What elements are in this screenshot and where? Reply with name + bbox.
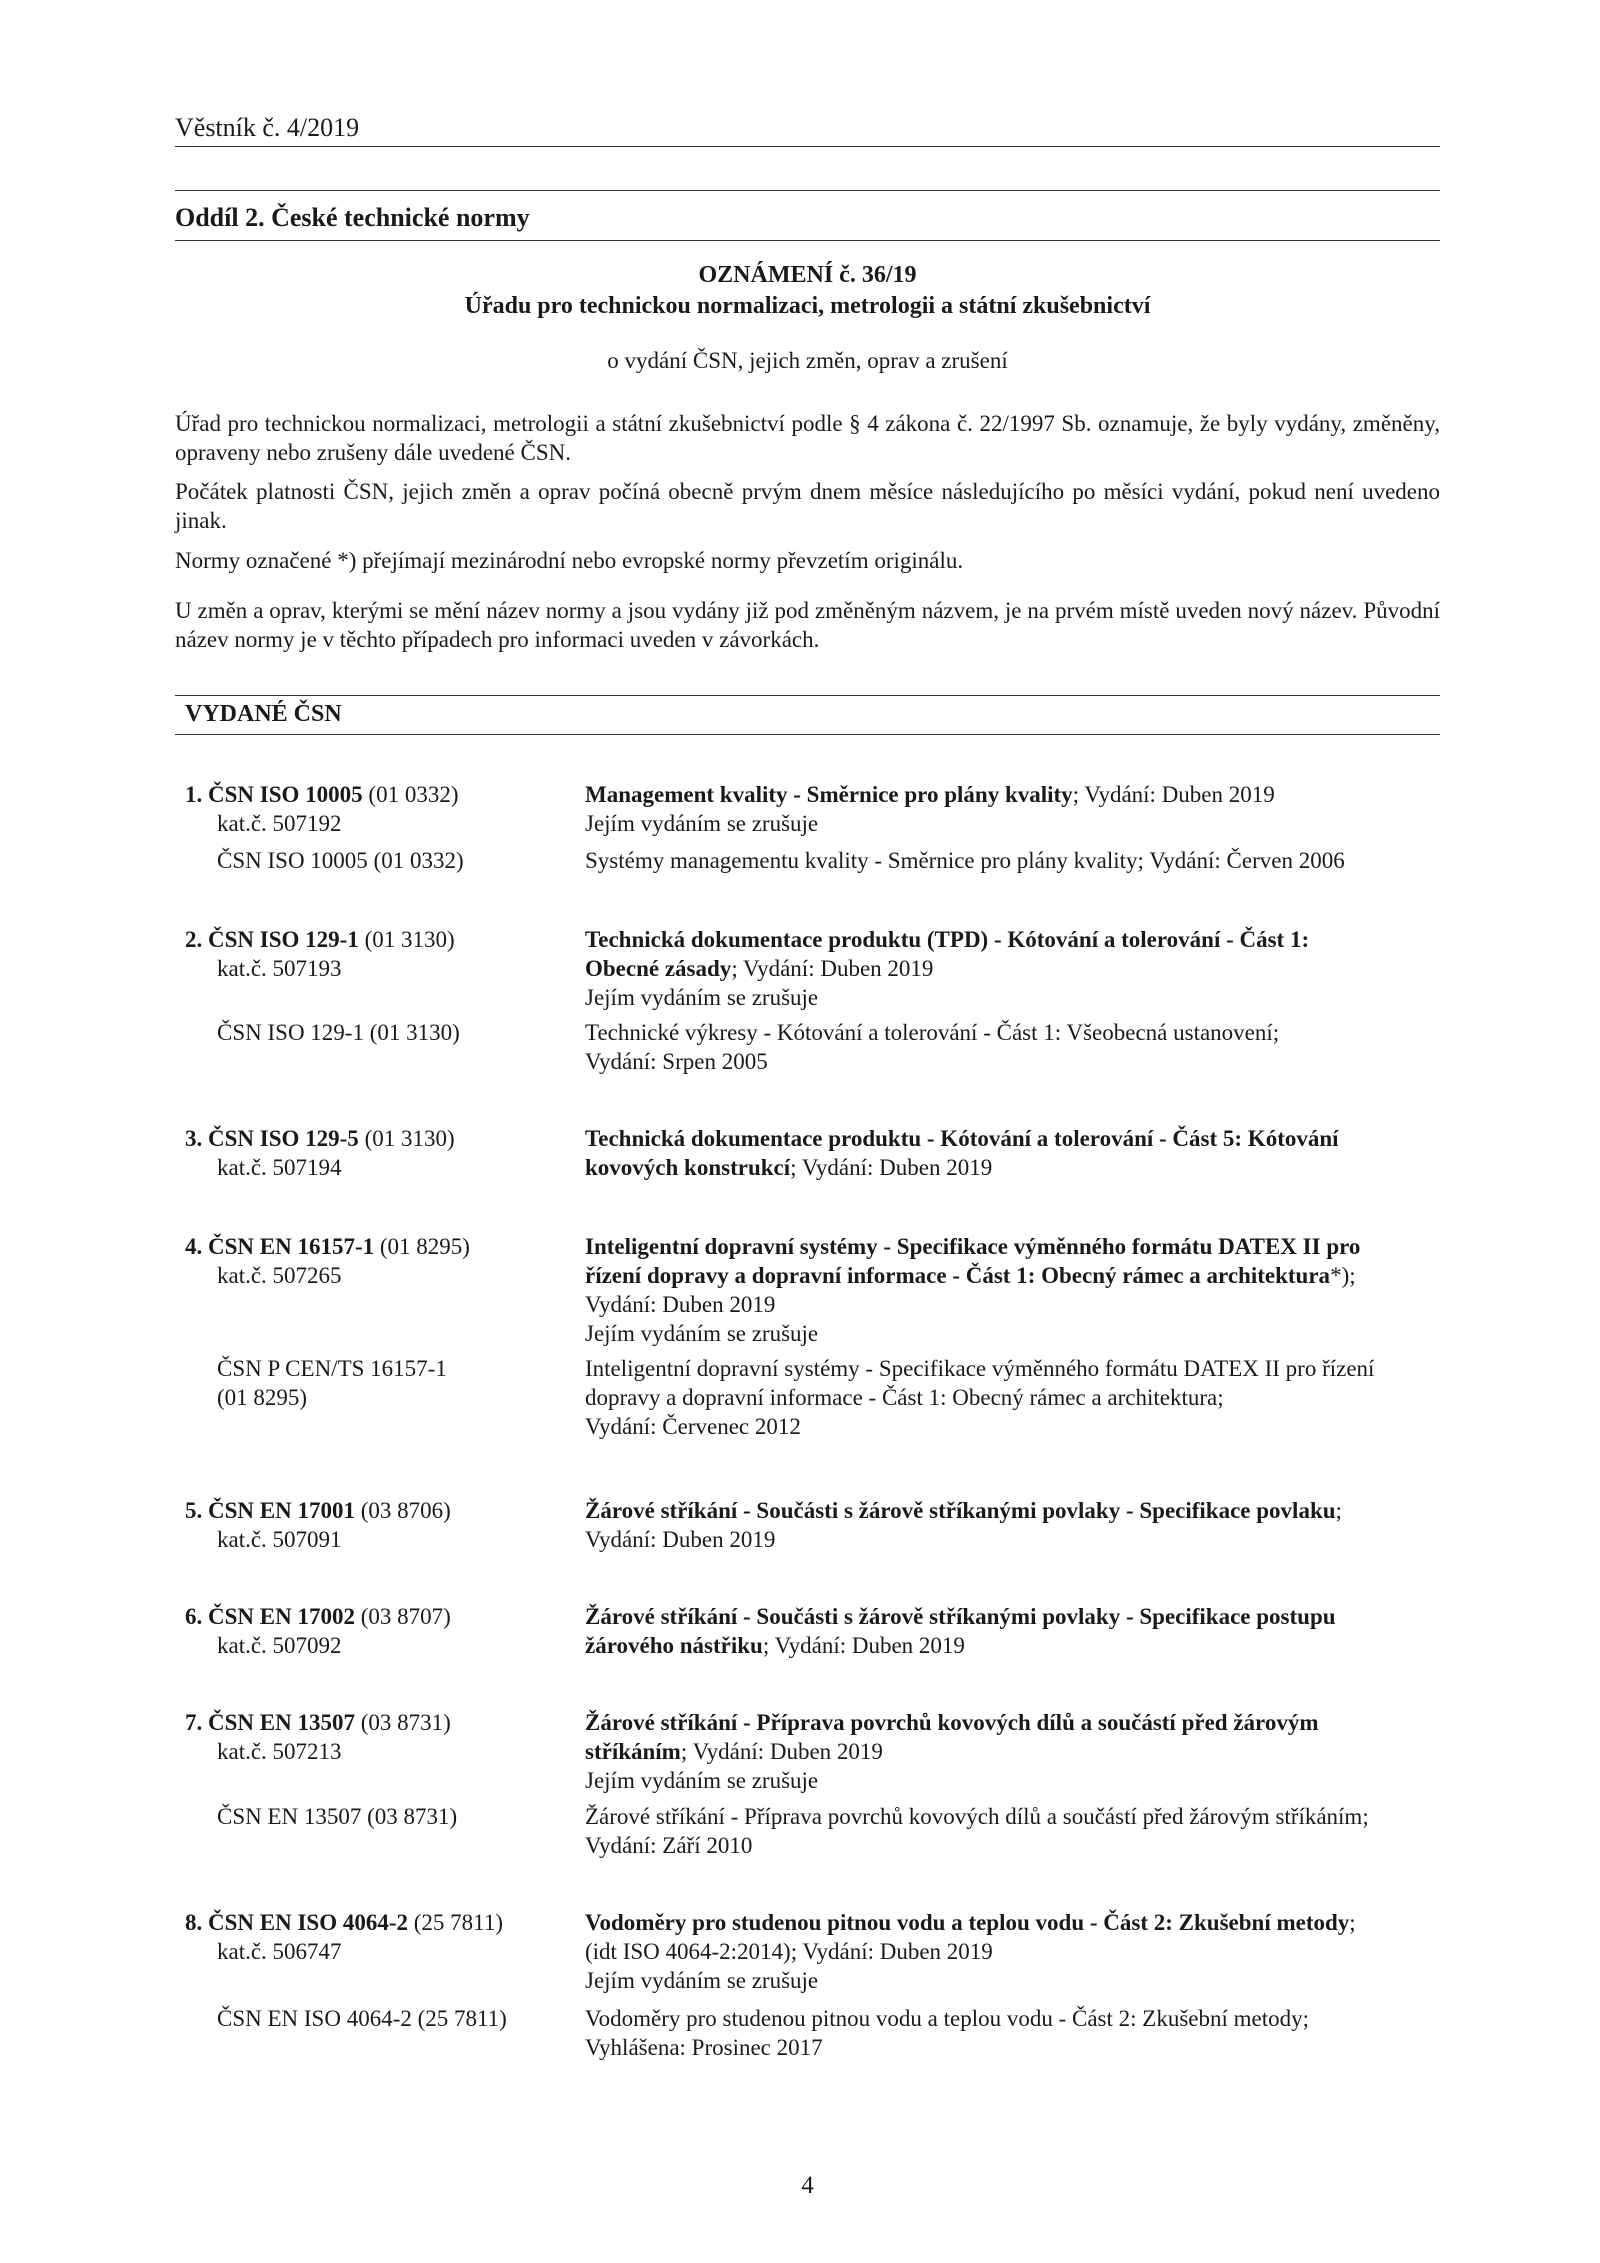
entry-class: (01 8295) [379,1234,470,1259]
entry-identifier [185,780,565,838]
replaced-description [585,1354,1440,1441]
entry-description [585,1124,1440,1182]
entry-code: ČSN ISO 129-5 [208,1126,359,1151]
entry-cancel-note: Jejím vydáním se zrušuje [585,811,819,836]
entry-cancel-note: Jejím vydáním se zrušuje [585,1768,819,1793]
header-rule [175,146,1440,147]
replaced-code-line: ČSN P CEN/TS 16157-1 [217,1356,447,1381]
replaced-line: Inteligentní dopravní systémy - Specifikace výměnného formátu DATEX II pro řízení [585,1356,1375,1381]
entry-identifier [185,1908,565,1966]
intro-paragraph-1: Úřad pro technickou normalizaci, metrologii a státní zkušebnictví podle § 4 zákona č. 22/1997 Sb. oznamuje, že byly vydány, změněny, opraveny nebo zrušeny dále uvedené ČSN. [175,411,1440,465]
entry-issue: ; Vydání: Duben 2019 [762,1633,965,1658]
entry-issue: ; Vydání: Duben 2019 [731,956,934,981]
entry-title: Technická dokumentace produktu - Kótování a tolerování - Část 5: Kótování [585,1126,1339,1151]
entry-number: 1. [185,782,203,807]
entry-description [585,925,1440,1012]
intro-paragraph-4: U změn a oprav, kterými se mění název normy a jsou vydány již pod změněným názvem, je na prvém místě uveden nový název. Původní název normy je v těchto případech pro informaci uveden v závorkách. [175,598,1440,652]
entry-identifier [185,1232,565,1290]
entry-class: (01 3130) [364,1126,455,1151]
entry-kat: kat.č. 507092 [217,1633,342,1658]
entry-class: (01 0332) [368,782,459,807]
entry-class: (03 8731) [360,1710,451,1735]
vydane-rule-bottom [175,734,1440,735]
entry-issue-date: Vydání: Duben 2019 [585,1292,776,1317]
entry-issue-date: Vydání: Duben 2019 [585,1527,776,1552]
section-title: Oddíl 2. České technické normy [175,203,530,232]
entry-number: 6. [185,1604,203,1629]
entry-class: (01 3130) [364,927,455,952]
entry-description [585,1708,1440,1795]
replaced-line: Systémy managementu kvality - Směrnice pro plány kvality; Vydání: Červen 2006 [585,848,1345,873]
entry-cancel-note: Jejím vydáním se zrušuje [585,1321,819,1346]
entry-identifier [185,1602,565,1660]
running-header: Věstník č. 4/2019 [175,113,360,142]
entry-number: 3. [185,1126,203,1151]
entry-title: Žárové stříkání - Součásti s žárově stříkanými povlaky - Specifikace povlaku [585,1498,1336,1523]
entry-code: ČSN EN 17002 [208,1604,355,1629]
entry-kat: kat.č. 507193 [217,956,342,981]
replaced-description [585,1018,1440,1076]
entry-kat: kat.č. 507192 [217,811,342,836]
entry-code: ČSN EN 16157-1 [208,1234,375,1259]
entry-code: ČSN EN ISO 4064-2 [208,1910,409,1935]
replaced-description [585,1802,1440,1860]
page-number: 4 [801,2172,814,2199]
section-rule-top [175,190,1440,191]
entry-title: Žárové stříkání - Příprava povrchů kovových dílů a součástí před žárovým [585,1710,1319,1735]
replaced-line: Vydání: Září 2010 [585,1833,753,1858]
entry-code: ČSN EN 13507 [208,1710,355,1735]
entry-title-cont: stříkáním [585,1739,681,1764]
replaced-code-class: (01 8295) [217,1385,308,1410]
entry-description [585,1232,1440,1348]
entry-issue: *); [1330,1263,1356,1288]
entry-description [585,1496,1440,1554]
entry-description [585,1908,1440,1995]
entry-class: (03 8707) [360,1604,451,1629]
entry-class: (25 7811) [413,1910,503,1935]
section-rule-bottom [175,240,1440,241]
entry-title: Inteligentní dopravní systémy - Specifikace výměnného formátu DATEX II pro [585,1234,1361,1259]
entry-kat: kat.č. 506747 [217,1939,342,1964]
intro-paragraph-3: Normy označené *) přejímají mezinárodní nebo evropské normy převzetím originálu. [175,548,964,573]
vydane-rule-top [175,695,1440,696]
replaced-line: Žárové stříkání - Příprava povrchů kovových dílů a součástí před žárovým stříkáním; [585,1804,1369,1829]
replaced-line: Vyhlášena: Prosinec 2017 [585,2035,823,2060]
replaced-code: ČSN EN 13507 (03 8731) [217,1804,458,1829]
replaced-description [585,2004,1440,2062]
entry-kat: kat.č. 507265 [217,1263,342,1288]
entry-title-cont: žárového nástřiku [585,1633,763,1658]
announcement-about: o vydání ČSN, jejich změn, oprav a zrušení [607,348,1008,373]
entry-cancel-note: Jejím vydáním se zrušuje [585,1968,819,1993]
entry-cancel-note: Jejím vydáním se zrušuje [585,985,819,1010]
entry-class: (03 8706) [360,1498,451,1523]
replaced-description [585,846,1440,875]
replaced-code: ČSN EN ISO 4064-2 (25 7811) [217,2006,507,2031]
entry-kat: kat.č. 507194 [217,1155,342,1180]
replaced-line: Vydání: Červenec 2012 [585,1414,801,1439]
entry-number: 5. [185,1498,203,1523]
entry-number: 7. [185,1710,203,1735]
entry-description [585,1602,1440,1660]
entry-description [585,780,1440,838]
entry-kat: kat.č. 507213 [217,1739,342,1764]
entry-number: 8. [185,1910,203,1935]
replaced-line: Technické výkresy - Kótování a tolerování - Část 1: Všeobecná ustanovení; [585,1020,1280,1045]
entry-code: ČSN EN 17001 [208,1498,355,1523]
announcement-office: Úřadu pro technickou normalizaci, metrologii a státní zkušebnictví [464,293,1151,319]
intro-paragraph-2: Počátek platnosti ČSN, jejich změn a oprav počíná obecně prvým dnem měsíce následujícího po měsíci vydání, pokud není uvedeno jinak. [175,479,1440,533]
entry-issue-date: (idt ISO 4064-2:2014); Vydání: Duben 2019 [585,1939,993,1964]
vydane-title: VYDANÉ ČSN [185,701,342,727]
entry-title-cont: kovových konstrukcí [585,1155,791,1180]
entry-number: 4. [185,1234,203,1259]
entry-code: ČSN ISO 129-1 [208,927,359,952]
entry-identifier [185,1124,565,1182]
entry-title: Vodoměry pro studenou pitnou vodu a teplou vodu - Část 2: Zkušební metody [585,1910,1350,1935]
entry-issue: ; [1335,1498,1342,1523]
entry-issue: ; [1349,1910,1356,1935]
replaced-code: ČSN ISO 129-1 (01 3130) [217,1020,460,1045]
entry-title: Technická dokumentace produktu (TPD) - Kótování a tolerování - Část 1: [585,927,1310,952]
replaced-code [217,1354,577,1412]
entry-kat: kat.č. 507091 [217,1527,342,1552]
entry-identifier [185,925,565,983]
entry-title-cont: Obecné zásady [585,956,732,981]
replaced-line: dopravy a dopravní informace - Část 1: Obecný rámec a architektura; [585,1385,1224,1410]
entry-title: Žárové stříkání - Součásti s žárově stříkanými povlaky - Specifikace postupu [585,1604,1336,1629]
replaced-code: ČSN ISO 10005 (01 0332) [217,848,464,873]
entry-code: ČSN ISO 10005 [208,782,363,807]
entry-issue: ; Vydání: Duben 2019 [790,1155,993,1180]
replaced-line: Vydání: Srpen 2005 [585,1049,768,1074]
document-page [175,0,1440,2263]
announcement-title: OZNÁMENÍ č. 36/19 [698,262,917,288]
replaced-line: Vodoměry pro studenou pitnou vodu a teplou vodu - Část 2: Zkušební metody; [585,2006,1310,2031]
entry-title-cont: řízení dopravy a dopravní informace - Část 1: Obecný rámec a architektura [585,1263,1331,1288]
entry-number: 2. [185,927,203,952]
entry-identifier [185,1496,565,1554]
entry-title: Management kvality - Směrnice pro plány kvality [585,782,1073,807]
entry-identifier [185,1708,565,1766]
entry-issue: ; Vydání: Duben 2019 [1072,782,1275,807]
entry-issue: ; Vydání: Duben 2019 [680,1739,883,1764]
